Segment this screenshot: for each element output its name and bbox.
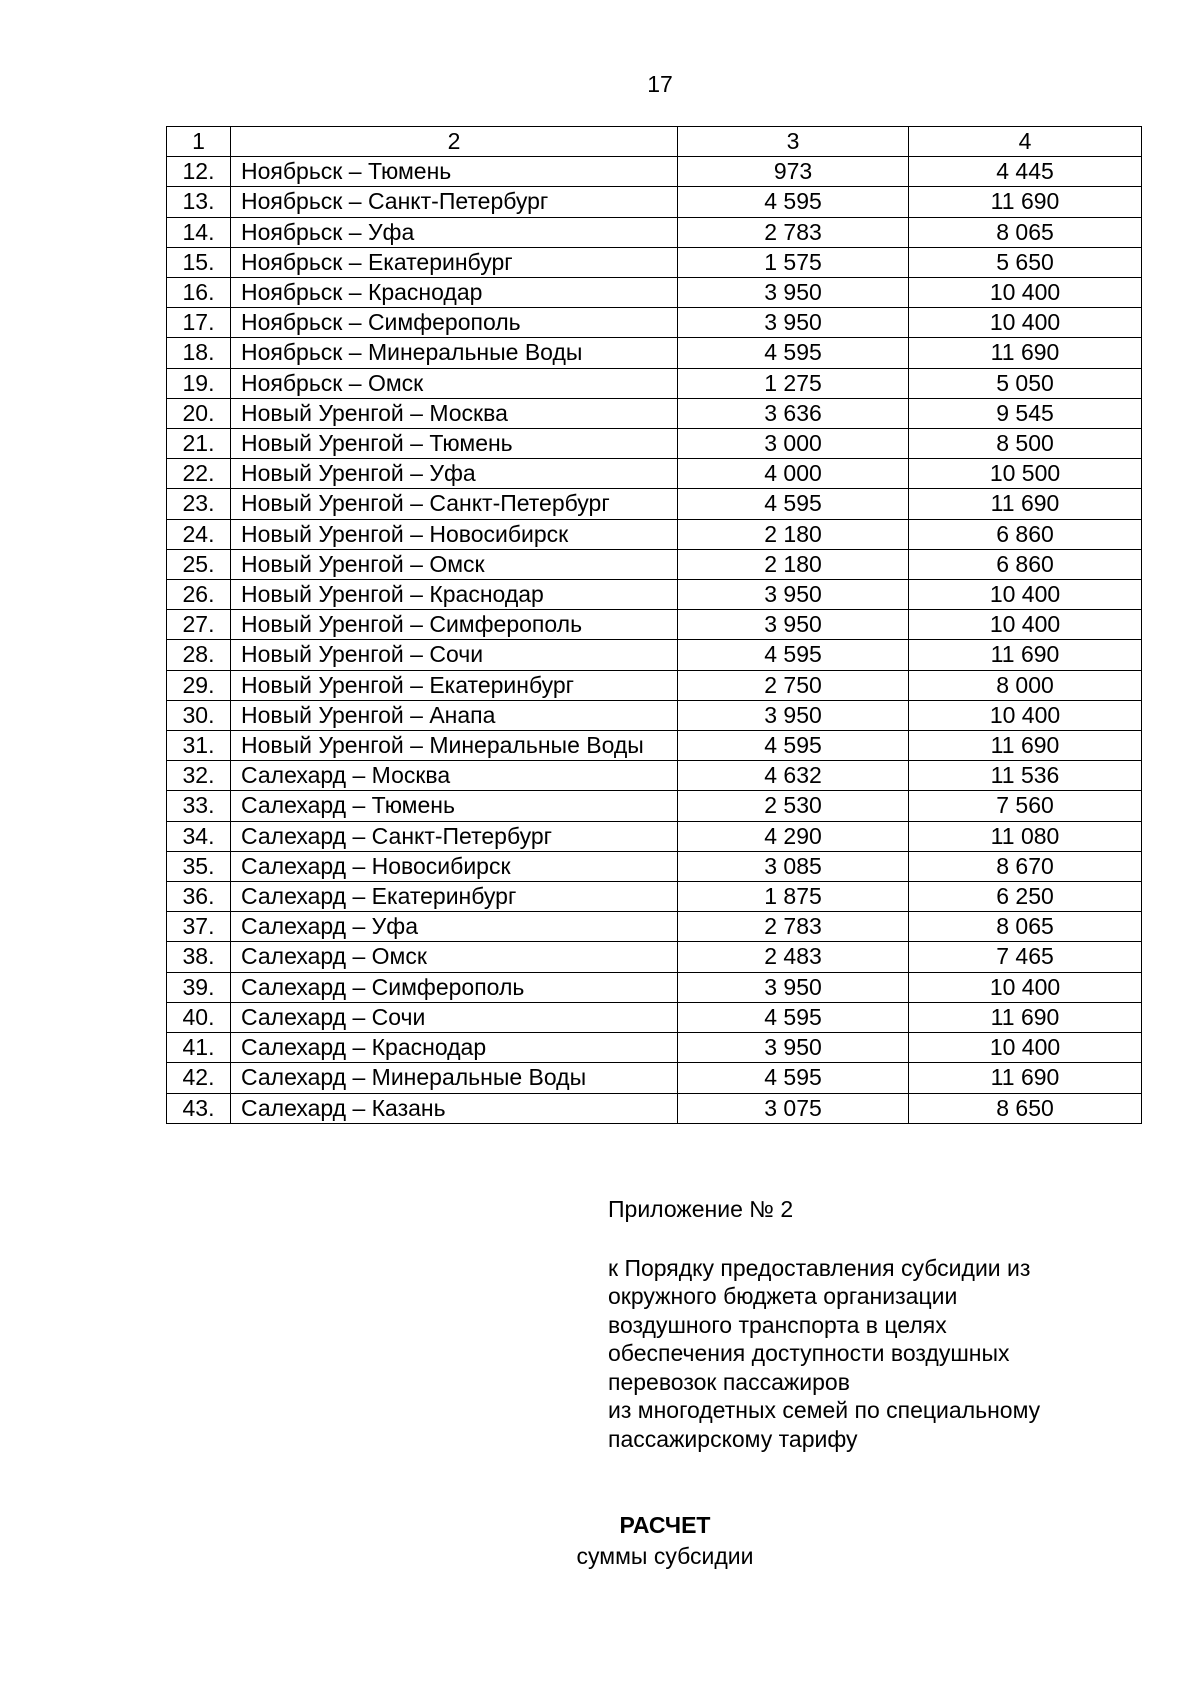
row-number: 38. (167, 942, 231, 972)
table-row (167, 821, 1142, 851)
value-col-4: 11 080 (909, 821, 1142, 851)
table-row (167, 368, 1142, 398)
value-col-3: 1 875 (678, 882, 909, 912)
value-col-4: 10 400 (909, 610, 1142, 640)
table-row (167, 187, 1142, 217)
route-name: Салехард – Омск (231, 942, 678, 972)
row-number: 29. (167, 670, 231, 700)
route-name: Новый Уренгой – Сочи (231, 640, 678, 670)
row-number: 16. (167, 278, 231, 308)
table-row (167, 851, 1142, 881)
value-col-3: 4 595 (678, 489, 909, 519)
value-col-4: 11 690 (909, 1002, 1142, 1032)
value-col-3: 4 595 (678, 1002, 909, 1032)
table-row (167, 247, 1142, 277)
value-col-4: 8 650 (909, 1093, 1142, 1123)
value-col-4: 6 860 (909, 549, 1142, 579)
header-col-1: 1 (167, 127, 231, 157)
header-col-3: 3 (678, 127, 909, 157)
route-name: Ноябрьск – Краснодар (231, 278, 678, 308)
table-row (167, 217, 1142, 247)
value-col-4: 10 500 (909, 459, 1142, 489)
route-name: Новый Уренгой – Москва (231, 398, 678, 428)
table-row (167, 640, 1142, 670)
row-number: 32. (167, 761, 231, 791)
row-number: 25. (167, 549, 231, 579)
value-col-4: 11 536 (909, 761, 1142, 791)
value-col-3: 973 (678, 157, 909, 187)
value-col-3: 3 075 (678, 1093, 909, 1123)
value-col-4: 6 250 (909, 882, 1142, 912)
value-col-4: 10 400 (909, 580, 1142, 610)
row-number: 12. (167, 157, 231, 187)
table-row (167, 519, 1142, 549)
value-col-3: 4 595 (678, 338, 909, 368)
table-row (167, 549, 1142, 579)
value-col-4: 10 400 (909, 700, 1142, 730)
value-col-3: 4 595 (678, 1063, 909, 1093)
route-name: Салехард – Тюмень (231, 791, 678, 821)
route-name: Новый Уренгой – Новосибирск (231, 519, 678, 549)
header-col-4: 4 (909, 127, 1142, 157)
row-number: 31. (167, 731, 231, 761)
route-name: Новый Уренгой – Краснодар (231, 580, 678, 610)
value-col-4: 11 690 (909, 338, 1142, 368)
row-number: 43. (167, 1093, 231, 1123)
route-name: Салехард – Казань (231, 1093, 678, 1123)
value-col-3: 1 275 (678, 368, 909, 398)
appendix-block (608, 1195, 1168, 1453)
route-name: Ноябрьск – Екатеринбург (231, 247, 678, 277)
table-row (167, 338, 1142, 368)
route-name: Ноябрьск – Санкт-Петербург (231, 187, 678, 217)
row-number: 34. (167, 821, 231, 851)
value-col-3: 3 085 (678, 851, 909, 881)
table-row (167, 1063, 1142, 1093)
value-col-3: 3 636 (678, 398, 909, 428)
route-name: Новый Уренгой – Екатеринбург (231, 670, 678, 700)
table-row (167, 157, 1142, 187)
row-number: 40. (167, 1002, 231, 1032)
value-col-3: 4 595 (678, 640, 909, 670)
table-row (167, 308, 1142, 338)
value-col-3: 3 950 (678, 580, 909, 610)
value-col-4: 11 690 (909, 1063, 1142, 1093)
appendix-line: обеспечения доступности воздушных (608, 1340, 1010, 1366)
appendix-line: к Порядку предоставления субсидии из (608, 1254, 1031, 1281)
value-col-4: 5 650 (909, 247, 1142, 277)
table-row (167, 1093, 1142, 1123)
table-row (167, 278, 1142, 308)
row-number: 17. (167, 308, 231, 338)
row-number: 30. (167, 700, 231, 730)
table-row (167, 1033, 1142, 1063)
value-col-4: 4 445 (909, 157, 1142, 187)
appendix-line: из многодетных семей по специальному (608, 1397, 1041, 1423)
row-number: 13. (167, 187, 231, 217)
route-name: Салехард – Сочи (231, 1002, 678, 1032)
row-number: 14. (167, 217, 231, 247)
table-header-row (167, 127, 1142, 157)
table-row (167, 912, 1142, 942)
row-number: 33. (167, 791, 231, 821)
value-col-4: 8 670 (909, 851, 1142, 881)
route-name: Салехард – Санкт-Петербург (231, 821, 678, 851)
value-col-3: 3 950 (678, 610, 909, 640)
value-col-3: 2 750 (678, 670, 909, 700)
route-name: Ноябрьск – Тюмень (231, 157, 678, 187)
value-col-4: 8 500 (909, 429, 1142, 459)
value-col-4: 7 465 (909, 942, 1142, 972)
value-col-3: 4 000 (678, 459, 909, 489)
row-number: 37. (167, 912, 231, 942)
appendix-line: перевозок пассажиров (608, 1368, 850, 1395)
page-number: 17 (647, 71, 673, 97)
value-col-3: 3 950 (678, 308, 909, 338)
calculation-subtitle: суммы субсидии (576, 1543, 754, 1569)
header-col-2: 2 (231, 127, 678, 157)
route-name: Новый Уренгой – Симферополь (231, 610, 678, 640)
value-col-4: 9 545 (909, 398, 1142, 428)
table-row (167, 1002, 1142, 1032)
value-col-4: 11 690 (909, 187, 1142, 217)
table-row (167, 398, 1142, 428)
route-name: Салехард – Екатеринбург (231, 882, 678, 912)
tariff-table (166, 126, 1142, 1124)
value-col-4: 8 065 (909, 217, 1142, 247)
route-name: Ноябрьск – Омск (231, 368, 678, 398)
value-col-3: 2 180 (678, 549, 909, 579)
row-number: 28. (167, 640, 231, 670)
value-col-3: 4 595 (678, 187, 909, 217)
route-name: Салехард – Минеральные Воды (231, 1063, 678, 1093)
value-col-4: 11 690 (909, 731, 1142, 761)
table-row (167, 700, 1142, 730)
row-number: 41. (167, 1033, 231, 1063)
table-row (167, 791, 1142, 821)
calculation-title: РАСЧЕТ (619, 1512, 711, 1538)
value-col-3: 4 595 (678, 731, 909, 761)
route-name: Салехард – Краснодар (231, 1033, 678, 1063)
row-number: 26. (167, 580, 231, 610)
route-name: Новый Уренгой – Анапа (231, 700, 678, 730)
appendix-title: Приложение № 2 (608, 1196, 794, 1222)
route-name: Салехард – Москва (231, 761, 678, 791)
row-number: 21. (167, 429, 231, 459)
table-row (167, 882, 1142, 912)
row-number: 22. (167, 459, 231, 489)
value-col-3: 2 530 (678, 791, 909, 821)
table-row (167, 429, 1142, 459)
appendix-line: воздушного транспорта в целях (608, 1311, 947, 1338)
value-col-3: 3 950 (678, 972, 909, 1002)
row-number: 15. (167, 247, 231, 277)
row-number: 27. (167, 610, 231, 640)
row-number: 36. (167, 882, 231, 912)
row-number: 42. (167, 1063, 231, 1093)
appendix-line: пассажирскому тарифу (608, 1425, 858, 1452)
table-row (167, 459, 1142, 489)
value-col-3: 4 632 (678, 761, 909, 791)
value-col-4: 11 690 (909, 640, 1142, 670)
value-col-4: 7 560 (909, 791, 1142, 821)
route-name: Салехард – Уфа (231, 912, 678, 942)
route-name: Новый Уренгой – Уфа (231, 459, 678, 489)
table-row (167, 942, 1142, 972)
value-col-3: 2 783 (678, 217, 909, 247)
value-col-3: 3 950 (678, 1033, 909, 1063)
row-number: 39. (167, 972, 231, 1002)
route-name: Новый Уренгой – Санкт-Петербург (231, 489, 678, 519)
route-name: Новый Уренгой – Тюмень (231, 429, 678, 459)
value-col-3: 2 180 (678, 519, 909, 549)
row-number: 23. (167, 489, 231, 519)
table-row (167, 610, 1142, 640)
row-number: 19. (167, 368, 231, 398)
row-number: 20. (167, 398, 231, 428)
row-number: 18. (167, 338, 231, 368)
value-col-4: 10 400 (909, 278, 1142, 308)
value-col-4: 10 400 (909, 1033, 1142, 1063)
value-col-3: 4 290 (678, 821, 909, 851)
route-name: Ноябрьск – Минеральные Воды (231, 338, 678, 368)
route-name: Ноябрьск – Симферополь (231, 308, 678, 338)
value-col-4: 10 400 (909, 308, 1142, 338)
route-name: Салехард – Новосибирск (231, 851, 678, 881)
value-col-3: 3 000 (678, 429, 909, 459)
row-number: 24. (167, 519, 231, 549)
table-row (167, 731, 1142, 761)
table-body (167, 157, 1142, 1124)
row-number: 35. (167, 851, 231, 881)
value-col-3: 2 783 (678, 912, 909, 942)
value-col-4: 8 000 (909, 670, 1142, 700)
route-name: Новый Уренгой – Омск (231, 549, 678, 579)
table-row (167, 972, 1142, 1002)
route-name: Салехард – Симферополь (231, 972, 678, 1002)
value-col-4: 5 050 (909, 368, 1142, 398)
table-row (167, 580, 1142, 610)
table-row (167, 761, 1142, 791)
value-col-4: 8 065 (909, 912, 1142, 942)
route-name: Ноябрьск – Уфа (231, 217, 678, 247)
value-col-3: 3 950 (678, 700, 909, 730)
value-col-4: 10 400 (909, 972, 1142, 1002)
value-col-3: 2 483 (678, 942, 909, 972)
route-name: Новый Уренгой – Минеральные Воды (231, 731, 678, 761)
value-col-4: 6 860 (909, 519, 1142, 549)
value-col-4: 11 690 (909, 489, 1142, 519)
table-row (167, 670, 1142, 700)
table-row (167, 489, 1142, 519)
value-col-3: 1 575 (678, 247, 909, 277)
value-col-3: 3 950 (678, 278, 909, 308)
appendix-line: окружного бюджета организации (608, 1283, 958, 1309)
